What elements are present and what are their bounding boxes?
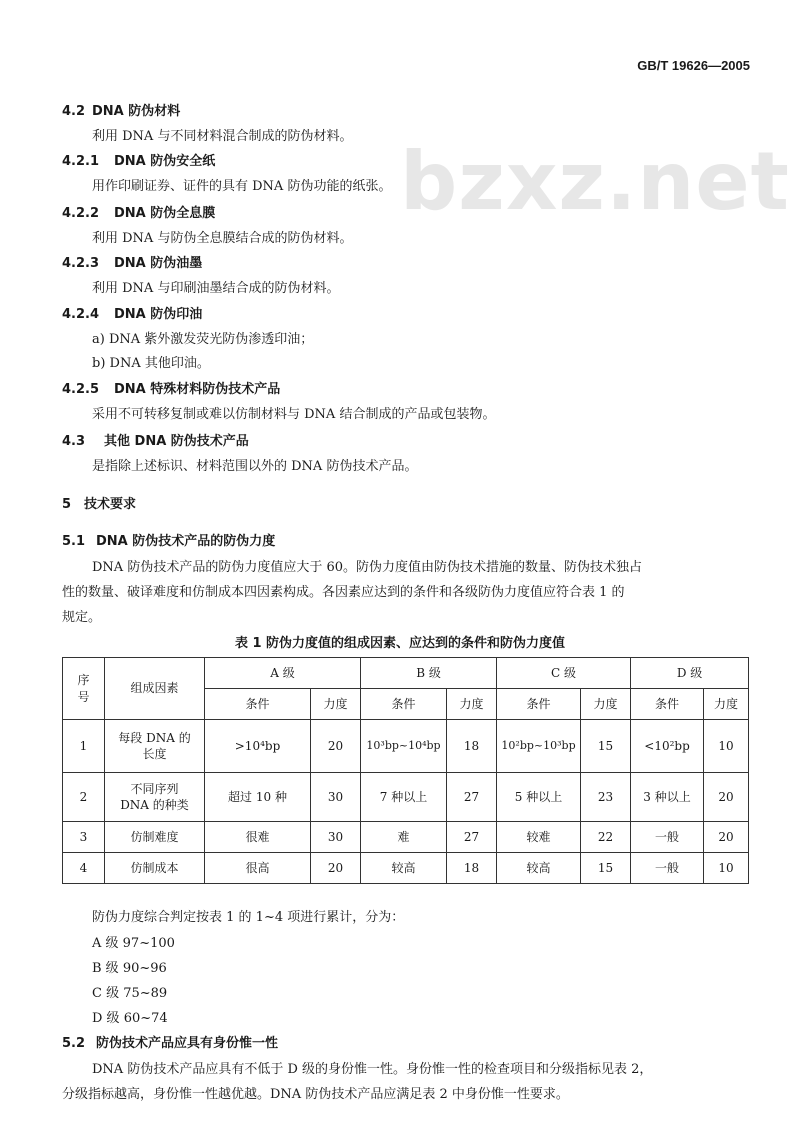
paragraph: 采用不可转移复制或难以仿制材料与 DNA 结合制成的产品或包装物。: [92, 407, 496, 422]
heading-number: 4.2.5: [62, 382, 100, 397]
row-no: 2: [63, 773, 105, 822]
heading-title: DNA 防伪材料: [92, 104, 181, 119]
header-no: [63, 658, 105, 720]
heading-number: 5: [62, 497, 72, 512]
row-factor-text: 每段 DNA 的长度: [118, 730, 191, 761]
row-factor-text: 不同序列 DNA 的种类: [120, 781, 189, 812]
paragraph: 利用 DNA 与印刷油墨结合成的防伪材料。: [92, 281, 340, 296]
cell-b-val: 27: [447, 773, 497, 822]
cell-b-cond: 10³bp~10⁴bp: [361, 720, 447, 773]
heading-title: DNA 防伪印油: [114, 307, 203, 322]
heading-title: DNA 防伪安全纸: [114, 154, 216, 169]
heading-title: DNA 防伪油墨: [114, 256, 203, 271]
cell-d-val: 10: [704, 720, 749, 773]
heading-number: 4.2: [62, 104, 86, 119]
heading-number: 4.2.3: [62, 256, 100, 271]
heading-title: DNA 防伪全息膜: [114, 206, 216, 221]
heading-title: 技术要求: [84, 497, 137, 512]
list-item-b: b) DNA 其他印油。: [92, 356, 210, 371]
header-level-b: B 级: [361, 658, 497, 689]
cell-b-cond: 7 种以上: [361, 773, 447, 822]
cell-a-cond: 超过 10 种: [205, 773, 311, 822]
paragraph: 是指除上述标识、材料范围以外的 DNA 防伪技术产品。: [92, 459, 418, 474]
subheader-condition: 条件: [497, 689, 581, 720]
grading-intro: 防伪力度综合判定按表 1 的 1~4 项进行累计，分为：: [92, 910, 405, 925]
header-factor: 组成因素: [105, 658, 205, 720]
cell-b-val: 27: [447, 822, 497, 853]
cell-c-cond: 10²bp~10³bp: [497, 720, 581, 773]
paragraph: 利用 DNA 与不同材料混合制成的防伪材料。: [92, 129, 353, 144]
grade-line-a: A 级 97~100: [92, 936, 175, 951]
row-no: 3: [63, 822, 105, 853]
heading-title: 防伪技术产品应具有身份惟一性: [96, 1036, 279, 1051]
cell-d-cond: <10²bp: [631, 720, 704, 773]
cell-b-val: 18: [447, 853, 497, 884]
subheader-condition: 条件: [205, 689, 311, 720]
cell-a-val: 20: [311, 853, 361, 884]
heading-4-2-5: [62, 378, 280, 397]
table-row: [63, 773, 749, 822]
cell-a-val: 30: [311, 822, 361, 853]
paragraph: 利用 DNA 与防伪全息膜结合成的防伪材料。: [92, 231, 353, 246]
standard-number: GB/T 19626—2005: [637, 58, 750, 73]
table-1: [62, 657, 749, 884]
heading-4-2: [62, 100, 180, 119]
cell-c-val: 23: [581, 773, 631, 822]
cell-c-cond: 5 种以上: [497, 773, 581, 822]
table-header-row: [63, 658, 749, 689]
cell-c-val: 15: [581, 720, 631, 773]
heading-title: 其他 DNA 防伪技术产品: [104, 434, 249, 449]
cell-c-cond: 较高: [497, 853, 581, 884]
row-factor: [105, 720, 205, 773]
cell-c-val: 22: [581, 822, 631, 853]
cell-d-cond: 3 种以上: [631, 773, 704, 822]
row-no: 1: [63, 720, 105, 773]
header-level-c: C 级: [497, 658, 631, 689]
header-level-a: A 级: [205, 658, 361, 689]
paragraph-line: 分级指标越高，身份惟一性越优越。DNA 防伪技术产品应满足表 2 中身份惟一性要求。: [62, 1087, 569, 1102]
heading-4-2-3: [62, 252, 202, 271]
heading-title: DNA 特殊材料防伪技术产品: [114, 382, 281, 397]
cell-c-val: 15: [581, 853, 631, 884]
heading-4-2-1: [62, 150, 215, 169]
subheader-value: 力度: [581, 689, 631, 720]
cell-d-cond: 一般: [631, 853, 704, 884]
table-row: [63, 853, 749, 884]
heading-number: 4.2.4: [62, 307, 100, 322]
table-row: [63, 720, 749, 773]
subheader-condition: 条件: [631, 689, 704, 720]
heading-title: DNA 防伪技术产品的防伪力度: [96, 534, 276, 549]
heading-4-2-4: [62, 303, 202, 322]
cell-d-cond: 一般: [631, 822, 704, 853]
paragraph-line: DNA 防伪技术产品的防伪力度值应大于 60。防伪力度值由防伪技术措施的数量、防伪技术独占: [92, 560, 642, 575]
grade-line-c: C 级 75~89: [92, 986, 168, 1001]
paragraph-line: 规定。: [62, 610, 102, 625]
heading-number: 4.2.2: [62, 206, 100, 221]
row-factor: 仿制成本: [105, 853, 205, 884]
row-factor: 仿制难度: [105, 822, 205, 853]
watermark: bzxz.net: [400, 135, 790, 228]
paragraph: 用作印刷证券、证件的具有 DNA 防伪功能的纸张。: [92, 179, 392, 194]
list-item-a: a) DNA 紫外激发荧光防伪渗透印油；: [92, 332, 314, 347]
heading-4-2-2: [62, 202, 215, 221]
heading-5: [62, 493, 136, 512]
heading-number: 4.3: [62, 434, 86, 449]
cell-a-val: 30: [311, 773, 361, 822]
heading-4-3: [62, 430, 249, 449]
subheader-value: 力度: [311, 689, 361, 720]
cell-a-val: 20: [311, 720, 361, 773]
cell-d-val: 10: [704, 853, 749, 884]
heading-5-1: [62, 530, 275, 549]
row-no: 4: [63, 853, 105, 884]
paragraph-line: 性的数量、破译难度和仿制成本四因素构成。各因素应达到的条件和各级防伪力度值应符合表 1 的: [62, 585, 625, 600]
heading-number: 5.2: [62, 1036, 86, 1051]
cell-b-cond: 较高: [361, 853, 447, 884]
table-caption: 表 1 防伪力度值的组成因素、应达到的条件和防伪力度值: [234, 636, 566, 651]
table-row: [63, 822, 749, 853]
paragraph-line: DNA 防伪技术产品应具有不低于 D 级的身份惟一性。身份惟一性的检查项目和分级指标见表 2，: [92, 1062, 653, 1077]
cell-a-cond: 很难: [205, 822, 311, 853]
cell-c-cond: 较难: [497, 822, 581, 853]
heading-number: 5.1: [62, 534, 86, 549]
heading-5-2: [62, 1032, 278, 1051]
cell-d-val: 20: [704, 773, 749, 822]
header-level-d: D 级: [631, 658, 749, 689]
cell-a-cond: 很高: [205, 853, 311, 884]
header-no-label: 序号: [77, 673, 90, 704]
row-factor: [105, 773, 205, 822]
cell-b-cond: 难: [361, 822, 447, 853]
subheader-condition: 条件: [361, 689, 447, 720]
subheader-value: 力度: [704, 689, 749, 720]
cell-a-cond: >10⁴bp: [205, 720, 311, 773]
cell-b-val: 18: [447, 720, 497, 773]
grade-line-b: B 级 90~96: [92, 961, 167, 976]
subheader-value: 力度: [447, 689, 497, 720]
cell-d-val: 20: [704, 822, 749, 853]
heading-number: 4.2.1: [62, 154, 100, 169]
grade-line-d: D 级 60~74: [92, 1011, 168, 1026]
